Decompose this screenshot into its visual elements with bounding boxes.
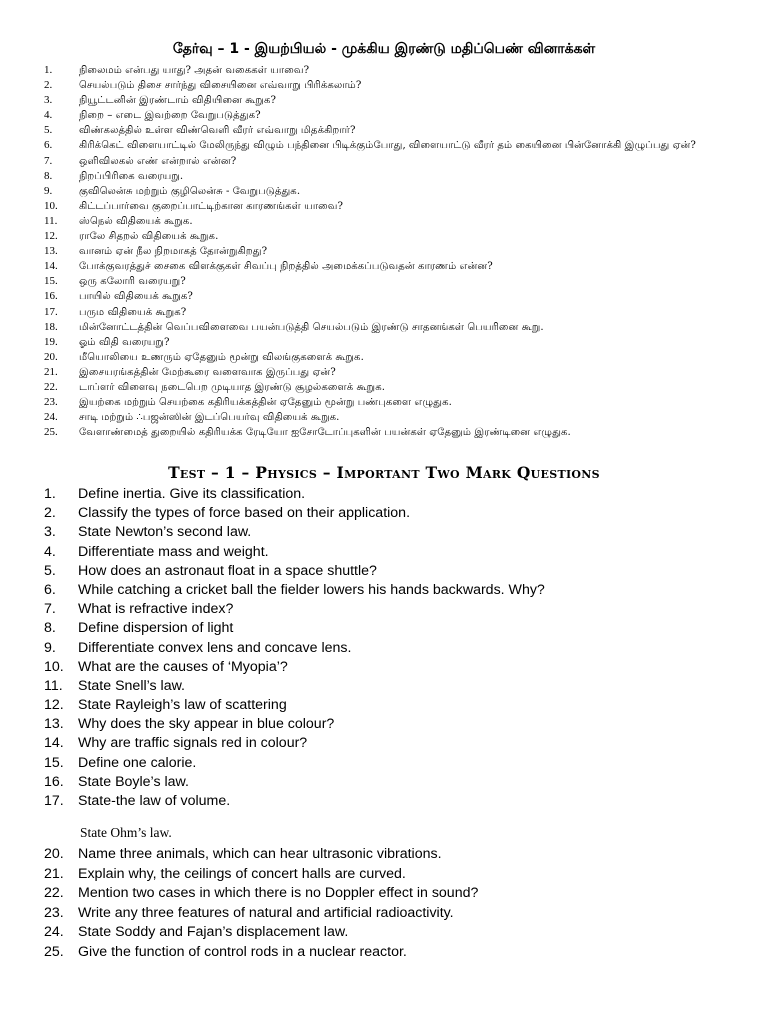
question-item [44, 169, 744, 184]
question-item [44, 380, 744, 395]
question-text: மீயொலியை உணரும் ஏதேனும் மூன்று விலங்குகளைக் கூறுக. [79, 351, 364, 363]
question-text: State Snell’s law. [78, 677, 185, 694]
question-text: ராலே சிதறல் விதியைக் கூறுக. [79, 231, 219, 243]
question-item [44, 184, 744, 199]
question-item [44, 289, 744, 304]
question-item [44, 229, 744, 244]
question-number: 15. [44, 754, 64, 771]
question-text: ஒரு கலோரி வரையறு? [79, 276, 186, 288]
question-number: 6. [44, 139, 53, 152]
question-number: 3. [44, 524, 56, 541]
question-text: How does an astronaut float in a space shuttle? [78, 562, 377, 579]
question-item [44, 395, 744, 410]
question-number: 25. [44, 426, 58, 439]
question-text: ஸ்நெல் விதியைக் கூறுக. [79, 215, 193, 227]
question-number: 3. [44, 94, 53, 107]
question-text: Why are traffic signals red in colour? [78, 735, 308, 752]
question-text: நிறப்பிரிகை வரையறு. [79, 170, 184, 182]
question-text: பாயில் விதியைக் கூறுக? [79, 291, 193, 303]
question-text: While catching a cricket ball the fielder lowers his hands backwards. Why? [78, 581, 545, 598]
question-item [44, 696, 744, 715]
tamil-title: தேர்வு – 1 - இயற்பியல் - முக்கிய இரண்டு மதிப்பெண் வினாக்கள் [172, 41, 596, 57]
question-item [44, 543, 744, 562]
question-number: 8. [44, 169, 53, 182]
question-item [44, 923, 744, 943]
question-number: 20. [44, 846, 64, 862]
question-number: 12. [44, 697, 64, 714]
question-text: Explain why, the ceilings of concert halls are curved. [78, 865, 406, 882]
question-text: Define inertia. Give its classification. [78, 486, 306, 502]
question-number: 4. [44, 543, 56, 560]
question-item [44, 63, 744, 78]
question-text: State-the law of volume. [78, 793, 231, 809]
question-number: 14. [44, 735, 64, 752]
question-text: State Newton’s second law. [78, 524, 252, 541]
question-text: What is refractive index? [78, 601, 234, 618]
question-text: Define dispersion of light [78, 620, 234, 637]
question-text: Write any three features of natural and artificial radioactivity. [78, 904, 454, 921]
question-number: 15. [44, 275, 58, 288]
question-item [44, 792, 744, 811]
question-item [44, 845, 744, 865]
question-number: 22. [44, 885, 64, 902]
question-number: 21. [44, 865, 64, 882]
question-item [44, 214, 744, 229]
question-item [44, 93, 744, 108]
question-number: 1. [44, 486, 56, 502]
question-item [44, 504, 744, 523]
question-item [44, 658, 744, 677]
question-text: நிறை – எடை இவற்றை வேறுபடுத்துக? [79, 110, 261, 122]
question-number: 5. [44, 562, 56, 579]
question-number: 7. [44, 601, 56, 618]
question-number: 23. [44, 904, 64, 921]
question-text: ஓம் விதி வரையறு? [79, 336, 170, 348]
question-item [44, 425, 744, 440]
question-text: இயற்கை மற்றும் செயற்கை கதிரியக்கத்தின் ஏதேனும் மூன்று பண்புகளை எழுதுக. [79, 397, 452, 409]
question-item [44, 350, 744, 365]
question-text: Define one calorie. [78, 754, 197, 771]
question-number: 24. [44, 924, 64, 941]
question-number: 22. [44, 380, 58, 393]
ohm-law-line: State Ohm’s law. [80, 825, 172, 840]
question-text: விண்கலத்தில் உள்ள விண்வெளி வீரர் எவ்வாறு மிதக்கிறார்? [79, 125, 356, 137]
question-number: 13. [44, 245, 58, 258]
question-item [44, 754, 744, 773]
question-item [44, 335, 744, 350]
question-text: செயல்படும் திசை சார்ந்து விசையினை எவ்வாறு பிரிக்கலாம்? [79, 80, 362, 92]
question-item [44, 904, 744, 924]
question-number: 16. [44, 290, 58, 303]
question-number: 9. [44, 184, 53, 197]
question-item [44, 305, 744, 320]
question-item [44, 619, 744, 638]
question-text: மின்னோட்டத்தின் வெப்பவிளைவை பயன்படுத்தி செயல்படும் இரண்டு சாதனங்கள் பெயரினை கூறு. [79, 321, 544, 333]
question-number: 4. [44, 109, 53, 122]
english-question-list-b [44, 845, 744, 963]
question-text: குவிலென்சு மற்றும் குழிலென்சு - வேறுபடுத்துக. [79, 185, 301, 197]
question-number: 11. [44, 214, 58, 227]
question-item [44, 773, 744, 792]
question-number: 6. [44, 581, 56, 598]
question-text: இசையரங்கத்தின் மேற்கூரை வளைவாக இருப்பது ஏன்? [79, 366, 336, 378]
question-text: வானம் ஏன் நீல நிறமாகத் தோன்றுகிறது? [79, 246, 268, 258]
question-item [44, 78, 744, 93]
question-text: State Boyle’s law. [78, 773, 189, 790]
question-number: 10. [44, 199, 58, 212]
question-item [44, 600, 744, 619]
question-item [44, 138, 744, 153]
question-text: ஒளிவிலகல் எண் என்றால் என்ன? [79, 155, 237, 167]
question-text: டாப்ளர் விளைவு நடைபெற முடியாத இரண்டு சூழல்களைக் கூறுக. [79, 381, 385, 393]
question-text: Mention two cases in which there is no Doppler effect in sound? [78, 885, 479, 902]
question-number: 16. [44, 773, 64, 790]
question-item [44, 199, 744, 214]
question-item [44, 485, 744, 504]
question-number: 12. [44, 230, 58, 243]
question-number: 17. [44, 793, 64, 809]
question-text: Differentiate mass and weight. [78, 543, 269, 560]
question-item [44, 410, 744, 425]
question-text: Differentiate convex lens and concave lens. [78, 639, 352, 656]
question-number: 17. [44, 305, 58, 318]
question-text: நியூட்டனின் இரண்டாம் விதியினை கூறுக? [79, 95, 276, 107]
question-text: Give the function of control rods in a nuclear reactor. [78, 943, 407, 960]
question-item [44, 562, 744, 581]
question-text: Name three animals, which can hear ultrasonic vibrations. [78, 846, 442, 862]
question-text: பரும விதியைக் கூறுக? [79, 306, 187, 318]
question-number: 11. [44, 677, 63, 694]
question-number: 2. [44, 79, 53, 92]
question-text: Why does the sky appear in blue colour? [78, 716, 335, 733]
question-item [44, 884, 744, 904]
question-number: 24. [44, 411, 58, 424]
question-text: வேளாண்மைத் துறையில் கதிரியக்க ரேடியோ ஐசோடோப்புகளின் பயன்கள் ஏதேனும் இரண்டினை எழுதுக. [79, 427, 571, 439]
question-item [44, 715, 744, 734]
question-item [44, 677, 744, 696]
question-item [44, 734, 744, 753]
question-item [44, 523, 744, 542]
question-text: சாடி மற்றும் ∴பஜன்ஸின் இடப்பெயர்வு விதியைக் கூறுக. [79, 412, 340, 424]
question-number: 25. [44, 943, 64, 960]
question-number: 2. [44, 505, 56, 522]
question-number: 7. [44, 154, 53, 167]
question-item [44, 154, 744, 169]
question-text: State Soddy and Fajan’s displacement law. [78, 924, 349, 941]
question-text: Classify the types of force based on their application. [78, 505, 411, 522]
english-title: Test – 1 – Physics – Important Two Mark Questions [168, 463, 600, 482]
question-text: நிலைமம் என்பது யாது? அதன் வகைகள் யாவை? [79, 65, 310, 76]
question-number: 5. [44, 124, 53, 137]
question-item [44, 259, 744, 274]
question-text: போக்குவரத்துச் சைகை விளக்குகள் சிவப்பு நிறத்தில் அமைக்கப்படுவதன் காரணம் என்ன? [79, 261, 493, 273]
question-item [44, 865, 744, 885]
question-number: 18. [44, 320, 58, 333]
question-text: State Rayleigh’s law of scattering [78, 697, 287, 714]
question-number: 19. [44, 335, 58, 348]
question-item [44, 244, 744, 259]
question-item [44, 639, 744, 658]
question-number: 21. [44, 365, 58, 378]
question-text: கிரிக்கெட் விளையாட்டில் மேலிருந்து விழும் பந்தினை பிடிக்கும்போது, விளையாட்டு வீரர் தம் கையினை பின்னோக்கி இழுப்பது ஏன்? [79, 140, 696, 152]
question-text: கிட்டப்பார்வை குறைப்பாட்டிற்கான காரணங்கள் யாவை? [79, 200, 344, 212]
question-text: What are the causes of ‘Myopia’? [78, 658, 288, 675]
question-number: 23. [44, 396, 58, 409]
question-item [44, 274, 744, 289]
question-number: 10. [44, 658, 64, 675]
question-item [44, 581, 744, 600]
question-number: 13. [44, 716, 64, 733]
question-number: 8. [44, 620, 56, 637]
question-item [44, 108, 744, 123]
question-number: 20. [44, 350, 58, 363]
question-item [44, 943, 744, 963]
question-number: 9. [44, 639, 56, 656]
question-item [44, 320, 744, 335]
question-item [44, 365, 744, 380]
english-question-list-a [44, 485, 744, 811]
tamil-question-list [44, 63, 744, 440]
question-item [44, 123, 744, 138]
question-number: 14. [44, 260, 58, 273]
question-number: 1. [44, 64, 53, 76]
